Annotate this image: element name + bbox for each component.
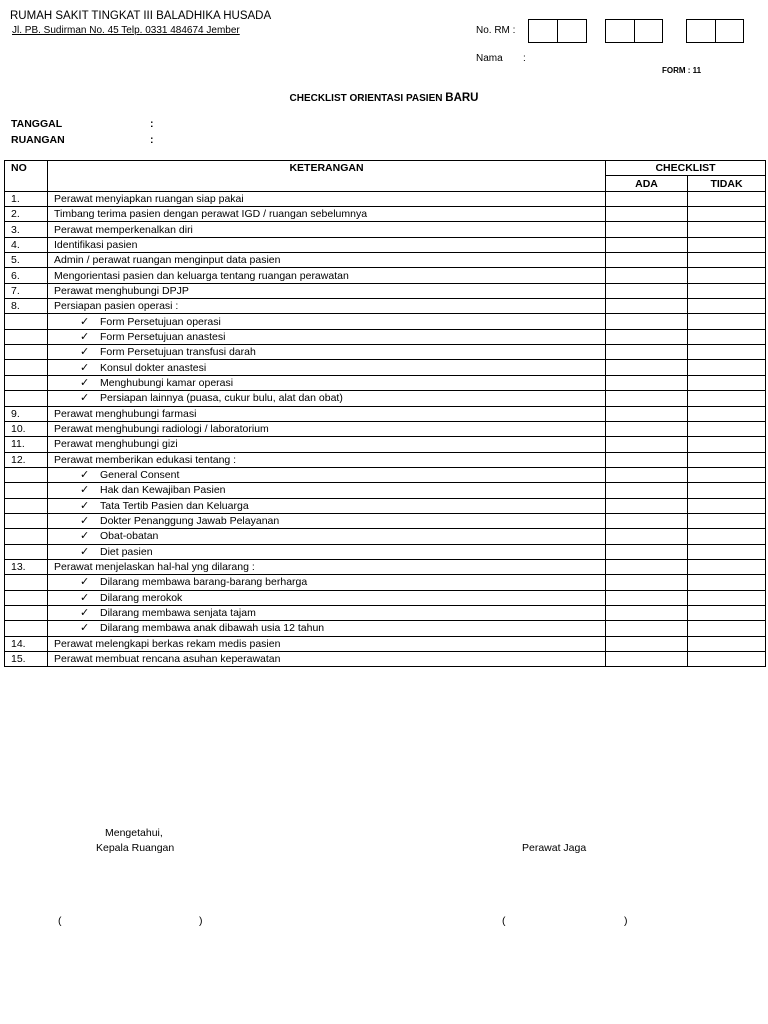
tidak-check-cell[interactable]: [688, 237, 766, 252]
row-text: Timbang terima pasien dengan perawat IGD / ruangan sebelumnya: [54, 208, 368, 221]
ada-check-cell[interactable]: [606, 191, 688, 206]
tidak-check-cell[interactable]: [688, 498, 766, 513]
table-row: [5, 559, 766, 574]
ada-check-cell[interactable]: [606, 513, 688, 528]
row-text: Form Persetujuan transfusi darah: [100, 346, 256, 359]
ada-check-cell[interactable]: [606, 467, 688, 482]
rm-label: No. RM :: [476, 25, 516, 36]
row-number: 3.: [5, 222, 48, 237]
tidak-check-cell[interactable]: [688, 605, 766, 620]
row-number: 4.: [5, 237, 48, 252]
form-title: [0, 92, 768, 104]
row-description: [48, 299, 606, 314]
row-number: [5, 467, 48, 482]
ada-check-cell[interactable]: [606, 605, 688, 620]
col-ada-header: ADA: [606, 176, 688, 191]
row-text: Form Persetujuan anastesi: [100, 330, 226, 343]
col-checklist-header: CHECKLIST: [606, 161, 766, 176]
row-text: Admin / perawat ruangan menginput data pasien: [54, 254, 281, 267]
hospital-name: RUMAH SAKIT TINGKAT III BALADHIKA HUSADA: [10, 10, 272, 22]
row-text: Perawat membuat rencana asuhan keperawatan: [54, 653, 281, 666]
row-subitem-description: [48, 345, 606, 360]
table-row: [5, 283, 766, 298]
table-row: [5, 529, 766, 544]
col-keterangan-header: KETERANGAN: [48, 161, 606, 192]
row-description: [48, 191, 606, 206]
row-number: 10.: [5, 421, 48, 436]
row-text: Perawat menghubungi farmasi: [54, 407, 197, 420]
form-number: FORM : 11: [662, 66, 702, 75]
row-subitem-description: [48, 314, 606, 329]
hospital-address: Jl. PB. Sudirman No. 45 Telp. 0331 484674 Jember: [12, 25, 240, 36]
table-row: [5, 621, 766, 636]
checkmark-icon: ✓: [80, 576, 90, 589]
rm-box-3[interactable]: [686, 19, 744, 43]
ada-check-cell[interactable]: [606, 375, 688, 390]
ada-check-cell[interactable]: [606, 406, 688, 421]
tidak-check-cell[interactable]: [688, 590, 766, 605]
row-text: Perawat melengkapi berkas rekam medis pasien: [54, 637, 281, 650]
row-number: [5, 513, 48, 528]
table-row: [5, 421, 766, 436]
checkmark-icon: ✓: [80, 484, 90, 497]
ada-check-cell[interactable]: [606, 391, 688, 406]
row-number: 7.: [5, 283, 48, 298]
row-number: 11.: [5, 437, 48, 452]
table-row: [5, 544, 766, 559]
row-number: [5, 544, 48, 559]
tanggal-label: TANGGAL: [11, 118, 63, 130]
ada-check-cell[interactable]: [606, 636, 688, 651]
table-row: [5, 498, 766, 513]
ada-check-cell[interactable]: [606, 621, 688, 636]
tidak-check-cell[interactable]: [688, 345, 766, 360]
ada-check-cell[interactable]: [606, 544, 688, 559]
row-number: [5, 529, 48, 544]
tidak-check-cell[interactable]: [688, 452, 766, 467]
tidak-check-cell[interactable]: [688, 299, 766, 314]
tidak-check-cell[interactable]: [688, 513, 766, 528]
signature-close-paren: ): [624, 915, 628, 927]
row-number: 8.: [5, 299, 48, 314]
row-text: Identifikasi pasien: [54, 238, 138, 251]
row-subitem-description: [48, 529, 606, 544]
tidak-check-cell[interactable]: [688, 314, 766, 329]
row-number: [5, 375, 48, 390]
form-title-suffix: BARU: [445, 92, 479, 104]
checkmark-icon: ✓: [80, 315, 90, 328]
checkmark-icon: ✓: [80, 607, 90, 620]
ada-check-cell[interactable]: [606, 253, 688, 268]
tidak-check-cell[interactable]: [688, 621, 766, 636]
ada-check-cell[interactable]: [606, 590, 688, 605]
row-text: Perawat menghubungi gizi: [54, 438, 178, 451]
tidak-check-cell[interactable]: [688, 222, 766, 237]
tidak-check-cell[interactable]: [688, 329, 766, 344]
row-text: Perawat memperkenalkan diri: [54, 223, 193, 236]
table-row: [5, 590, 766, 605]
row-number: [5, 590, 48, 605]
ada-check-cell[interactable]: [606, 559, 688, 574]
row-subitem-description: [48, 329, 606, 344]
row-description: [48, 406, 606, 421]
row-description: [48, 283, 606, 298]
checkmark-icon: ✓: [80, 376, 90, 389]
row-subitem-description: [48, 467, 606, 482]
row-number: 1.: [5, 191, 48, 206]
row-subitem-description: [48, 590, 606, 605]
table-row: [5, 345, 766, 360]
tidak-check-cell[interactable]: [688, 636, 766, 651]
row-number: 13.: [5, 559, 48, 574]
row-text: Hak dan Kewajiban Pasien: [100, 484, 226, 497]
row-text: Persiapan pasien operasi :: [54, 300, 179, 313]
checkmark-icon: ✓: [80, 545, 90, 558]
checkmark-icon: ✓: [80, 392, 90, 405]
row-number: [5, 621, 48, 636]
checklist-table: [4, 160, 766, 667]
signature-open-paren: (: [502, 915, 506, 927]
table-row: [5, 237, 766, 252]
table-row: [5, 483, 766, 498]
table-row: [5, 406, 766, 421]
tidak-check-cell[interactable]: [688, 529, 766, 544]
col-no-header: NO: [5, 161, 48, 192]
ada-check-cell[interactable]: [606, 299, 688, 314]
ada-check-cell[interactable]: [606, 283, 688, 298]
row-number: [5, 483, 48, 498]
table-header-row: [5, 161, 766, 176]
rm-digit-cell[interactable]: [606, 20, 634, 42]
row-subitem-description: [48, 391, 606, 406]
row-text: Obat-obatan: [100, 530, 159, 543]
checkmark-icon: ✓: [80, 530, 90, 543]
col-tidak-header: TIDAK: [688, 176, 766, 191]
ruangan-label: RUANGAN: [11, 134, 65, 146]
tidak-check-cell[interactable]: [688, 421, 766, 436]
ada-check-cell[interactable]: [606, 329, 688, 344]
row-subitem-description: [48, 513, 606, 528]
row-number: [5, 575, 48, 590]
ada-check-cell[interactable]: [606, 268, 688, 283]
row-text: Perawat menghubungi DPJP: [54, 284, 189, 297]
table-row: [5, 191, 766, 206]
nama-colon: :: [523, 53, 526, 64]
row-text: Konsul dokter anastesi: [100, 361, 207, 374]
table-row: [5, 329, 766, 344]
row-text: Mengorientasi pasien dan keluarga tentang ruangan perawatan: [54, 269, 349, 282]
table-row: [5, 437, 766, 452]
rm-digit-cell[interactable]: [634, 20, 663, 42]
row-subitem-description: [48, 375, 606, 390]
ada-check-cell[interactable]: [606, 207, 688, 222]
ada-check-cell[interactable]: [606, 452, 688, 467]
row-subitem-description: [48, 498, 606, 513]
table-row: [5, 452, 766, 467]
row-description: [48, 237, 606, 252]
checkmark-icon: ✓: [80, 591, 90, 604]
row-description: [48, 452, 606, 467]
row-text: Perawat memberikan edukasi tentang :: [54, 453, 237, 466]
row-text: Form Persetujuan operasi: [100, 315, 221, 328]
table-row: [5, 636, 766, 651]
mengetahui-label: Mengetahui,: [105, 827, 163, 839]
ada-check-cell[interactable]: [606, 483, 688, 498]
row-text: Dilarang merokok: [100, 591, 183, 604]
row-description: [48, 437, 606, 452]
table-row: [5, 299, 766, 314]
table-row: [5, 575, 766, 590]
ada-check-cell[interactable]: [606, 437, 688, 452]
row-description: [48, 253, 606, 268]
ada-check-cell[interactable]: [606, 652, 688, 667]
row-number: 12.: [5, 452, 48, 467]
row-text: Dilarang membawa anak dibawah usia 12 tahun: [100, 622, 325, 635]
ada-check-cell[interactable]: [606, 575, 688, 590]
row-description: [48, 652, 606, 667]
rm-digit-cell[interactable]: [557, 20, 586, 42]
table-row: [5, 207, 766, 222]
tidak-check-cell[interactable]: [688, 483, 766, 498]
table-row: [5, 513, 766, 528]
row-number: [5, 329, 48, 344]
row-number: 14.: [5, 636, 48, 651]
row-text: Menghubungi kamar operasi: [100, 376, 234, 389]
row-subitem-description: [48, 483, 606, 498]
checkmark-icon: ✓: [80, 515, 90, 528]
tidak-check-cell[interactable]: [688, 375, 766, 390]
row-text: Dilarang membawa senjata tajam: [100, 607, 256, 620]
tidak-check-cell[interactable]: [688, 391, 766, 406]
table-row: [5, 652, 766, 667]
row-text: General Consent: [100, 469, 180, 482]
table-row: [5, 314, 766, 329]
ada-check-cell[interactable]: [606, 421, 688, 436]
ada-check-cell[interactable]: [606, 529, 688, 544]
checkmark-icon: ✓: [80, 499, 90, 512]
tidak-check-cell[interactable]: [688, 575, 766, 590]
row-description: [48, 421, 606, 436]
row-text: Diet pasien: [100, 545, 153, 558]
row-number: [5, 360, 48, 375]
checkmark-icon: ✓: [80, 346, 90, 359]
row-subitem-description: [48, 605, 606, 620]
table-row: [5, 253, 766, 268]
ada-check-cell[interactable]: [606, 237, 688, 252]
row-number: [5, 314, 48, 329]
row-text: Perawat menghubungi radiologi / laboratorium: [54, 423, 269, 436]
signature-close-paren: ): [199, 915, 203, 927]
kepala-ruangan-label: Kepala Ruangan: [96, 842, 175, 854]
row-subitem-description: [48, 544, 606, 559]
checkmark-icon: ✓: [80, 622, 90, 635]
row-subitem-description: [48, 575, 606, 590]
ada-check-cell[interactable]: [606, 222, 688, 237]
row-number: [5, 391, 48, 406]
row-subitem-description: [48, 621, 606, 636]
rm-digit-cell[interactable]: [687, 20, 715, 42]
row-number: 9.: [5, 406, 48, 421]
row-description: [48, 268, 606, 283]
checkmark-icon: ✓: [80, 361, 90, 374]
row-number: [5, 498, 48, 513]
ada-check-cell[interactable]: [606, 498, 688, 513]
row-description: [48, 222, 606, 237]
row-description: [48, 207, 606, 222]
row-number: [5, 605, 48, 620]
nama-label: Nama: [476, 53, 503, 64]
tidak-check-cell[interactable]: [688, 283, 766, 298]
tanggal-colon: :: [150, 118, 154, 130]
row-text: Persiapan lainnya (puasa, cukur bulu, alat dan obat): [100, 392, 343, 405]
table-row: [5, 605, 766, 620]
tidak-check-cell[interactable]: [688, 559, 766, 574]
tidak-check-cell[interactable]: [688, 652, 766, 667]
tidak-check-cell[interactable]: [688, 207, 766, 222]
tidak-check-cell[interactable]: [688, 268, 766, 283]
table-row: [5, 360, 766, 375]
tidak-check-cell[interactable]: [688, 360, 766, 375]
row-text: Tata Tertib Pasien dan Keluarga: [100, 499, 249, 512]
row-number: 15.: [5, 652, 48, 667]
rm-box-1[interactable]: [528, 19, 587, 43]
row-text: Dilarang membawa barang-barang berharga: [100, 576, 308, 589]
signature-open-paren: (: [58, 915, 62, 927]
table-row: [5, 268, 766, 283]
table-row: [5, 391, 766, 406]
row-text: Perawat menyiapkan ruangan siap pakai: [54, 192, 244, 205]
checklist-rows: [5, 191, 766, 667]
ada-check-cell[interactable]: [606, 360, 688, 375]
ada-check-cell[interactable]: [606, 345, 688, 360]
tidak-check-cell[interactable]: [688, 544, 766, 559]
ruangan-colon: :: [150, 134, 154, 146]
checkmark-icon: ✓: [80, 469, 90, 482]
row-subitem-description: [48, 360, 606, 375]
checkmark-icon: ✓: [80, 330, 90, 343]
row-number: 5.: [5, 253, 48, 268]
table-row: [5, 467, 766, 482]
table-row: [5, 375, 766, 390]
row-number: 6.: [5, 268, 48, 283]
ada-check-cell[interactable]: [606, 314, 688, 329]
row-description: [48, 559, 606, 574]
tidak-check-cell[interactable]: [688, 437, 766, 452]
row-text: Perawat menjelaskan hal-hal yng dilarang :: [54, 561, 255, 574]
row-description: [48, 636, 606, 651]
tidak-check-cell[interactable]: [688, 406, 766, 421]
row-number: [5, 345, 48, 360]
rm-digit-cell[interactable]: [715, 20, 744, 42]
row-number: 2.: [5, 207, 48, 222]
form-title-main: CHECKLIST ORIENTASI PASIEN: [289, 93, 443, 104]
rm-digit-cell[interactable]: [529, 20, 557, 42]
table-row: [5, 222, 766, 237]
tidak-check-cell[interactable]: [688, 467, 766, 482]
row-text: Dokter Penanggung Jawab Pelayanan: [100, 515, 280, 528]
rm-box-2[interactable]: [605, 19, 663, 43]
perawat-jaga-label: Perawat Jaga: [522, 842, 587, 854]
tidak-check-cell[interactable]: [688, 253, 766, 268]
tidak-check-cell[interactable]: [688, 191, 766, 206]
